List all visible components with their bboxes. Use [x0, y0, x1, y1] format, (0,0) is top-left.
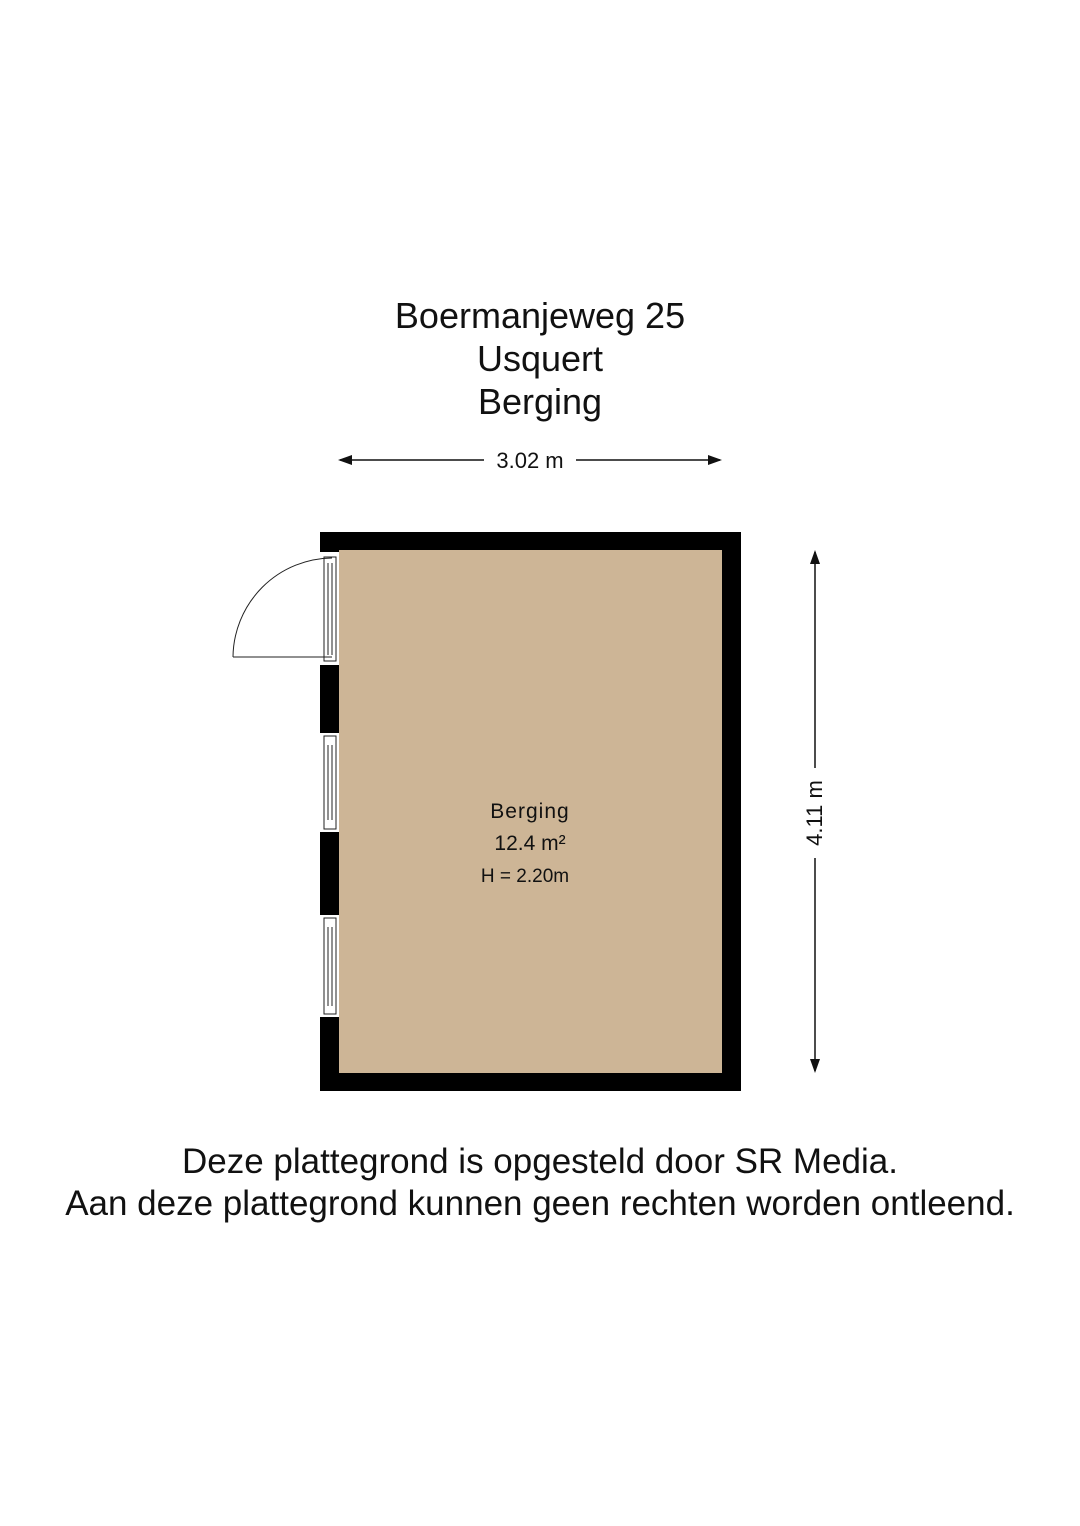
- room-area: 12.4 m²: [494, 832, 566, 855]
- floor-title: Berging: [477, 381, 603, 422]
- depth-dimension-label: 4.11 m: [802, 780, 827, 846]
- width-dimension-label: 3.02 m: [496, 448, 564, 473]
- city-title: Usquert: [476, 338, 604, 379]
- footer-line-2: Aan deze plattegrond kunnen geen rechten worden ontleend.: [65, 1184, 1015, 1223]
- room-height: H = 2.20m: [480, 866, 570, 887]
- address-title: Boermanjeweg 25: [394, 295, 686, 336]
- footer-line-1: Deze plattegrond is opgesteld door SR Media.: [182, 1142, 898, 1181]
- room-name: Berging: [490, 800, 570, 823]
